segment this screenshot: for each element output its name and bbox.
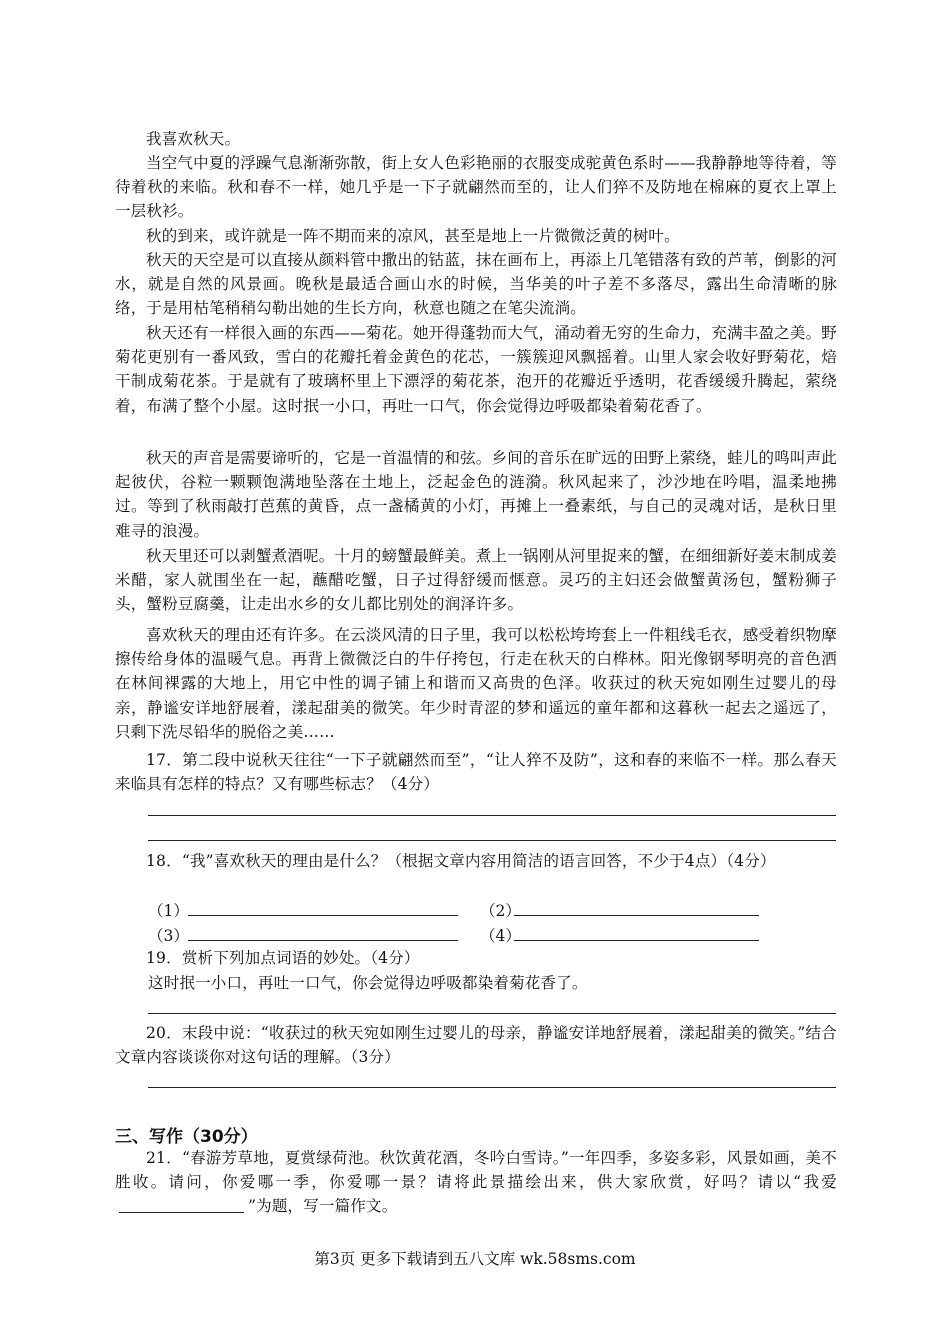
passage-paragraph-1: 我喜欢秋天。 (146, 130, 241, 148)
answer-line-19[interactable] (148, 1013, 836, 1014)
q18-label-2: （2） (480, 902, 521, 920)
passage-paragraph-4: 秋天的天空是可以直接从颜料管中撒出的钴蓝，抹在画布上，再添上几笔错落有致的芦苇，倒影的河水，就是自然的风景画。晚秋是最适合画山水的时候，当华美的叶子差不多落尽，露出生命清晰的脉络，于是用枯笔稍稍勾勒出她的生长方向，秋意也随之在笔尖流淌。 (115, 251, 837, 318)
question-17: 17．第二段中说秋天往往“一下子就翩然而至”，“让人猝不及防”，这和春的来临不一样。那么春天来临具有怎样的特点？又有哪些标志？（4分） (115, 751, 837, 794)
passage-paragraph-3: 秋的到来，或许就是一阵不期而来的凉风，甚至是地上一片微微泛黄的树叶。 (146, 227, 680, 245)
question-21 (115, 1146, 837, 1219)
answer-line-17b[interactable] (148, 840, 836, 841)
answer-line-18-2[interactable] (514, 915, 759, 916)
title-blank[interactable] (119, 1197, 244, 1213)
passage-paragraph-8: 喜欢秋天的理由还有许多。在云淡风清的日子里，我可以松松垮垮套上一件粗线毛衣，感受着织物摩擦传给身体的温暖气息。再背上微微泛白的牛仔挎包，行走在秋天的白桦林。阳光像钢琴明亮的音色洒在林间裸露的大地上，用它中性的调子铺上和谐而又高贵的色泽。收获过的秋天宛如刚生过婴儿的母亲，静谧安详地舒展着，漾起甜美的微笑。年少时青涩的梦和遥远的童年都和这暮秋一起去之遥远了，只剩下洗尽铅华的脱俗之美…… (115, 626, 837, 741)
q18-label-3: （3） (148, 927, 189, 945)
q18-label-1: （1） (148, 902, 189, 920)
question-21-text-b: ”为题，写一篇作文。 (248, 1197, 398, 1216)
page-footer: 第3页 更多下载请到五八文库 wk.58sms.com (314, 1250, 636, 1268)
q18-label-4: （4） (480, 927, 521, 945)
passage-paragraph-5: 秋天还有一样很入画的东西——菊花。她开得蓬勃而大气，涌动着无穷的生命力，充满丰盈之美。野菊花更别有一番风致，雪白的花瓣托着金黄色的花芯，一簇簇迎风飘摇着。山里人家会收好野菊花，焙干制成菊花茶。于是就有了玻璃杯里上下漂浮的菊花茶，泡开的花瓣近乎透明，花香缓缓升腾起，萦绕着，布满了整个小屋。这时抿一小口，再吐一口气，你会觉得边呼吸都染着菊花香了。 (115, 324, 837, 415)
answer-line-18-4[interactable] (514, 940, 759, 941)
answer-line-18-1[interactable] (188, 915, 458, 916)
passage-paragraph-2: 当空气中夏的浮躁气息渐渐弥散，街上女人色彩艳丽的衣服变成驼黄色系时——我静静地等待着，等待着秋的来临。秋和春不一样，她几乎是一下子就翩然而至的，让人们猝不及防地在棉麻的夏衣上罩上一层秋衫。 (115, 154, 837, 221)
answer-line-18-3[interactable] (188, 940, 458, 941)
question-19: 19．赏析下列加点词语的妙处。（4分） (146, 949, 420, 967)
question-19-sentence: 这时抿一小口，再吐一口气，你会觉得边呼吸都染着菊花香了。 (148, 974, 588, 992)
question-21-text-a: 21．“春游芳草地，夏赏绿荷池。秋饮黄花酒，冬吟白雪诗。”一年四季，多姿多彩，风景如画，美不胜收。请问，你爱哪一季，你爱哪一景？请将此景描绘出来，供大家欣赏，好吗？请以“我爱 (115, 1149, 837, 1192)
passage-paragraph-6: 秋天的声音是需要谛听的，它是一首温情的和弦。乡间的音乐在旷远的田野上萦绕，蛙儿的鸣叫声此起彼伏，谷粒一颗颗饱满地坠落在土地上，泛起金色的涟漪。秋风起来了，沙沙地在吟唱，温柔地拂过。等到了秋雨敲打芭蕉的黄昏，点一盏橘黄的小灯，再摊上一叠素纸，与自己的灵魂对话，是秋日里难寻的浪漫。 (115, 449, 837, 540)
answer-line-20[interactable] (148, 1087, 836, 1088)
section-writing-heading: 三、写作（30分） (115, 1127, 258, 1147)
answer-line-17a[interactable] (148, 815, 836, 816)
question-20: 20．末段中说：“收获过的秋天宛如刚生过婴儿的母亲，静谧安详地舒展着，漾起甜美的微笑。”结合文章内容谈谈你对这句话的理解。（3分） (115, 1024, 837, 1067)
passage-paragraph-7: 秋天里还可以剥蟹煮酒呢。十月的螃蟹最鲜美。煮上一锅刚从河里捉来的蟹，在细细新好姜末制成姜米醋，家人就围坐在一起，蘸醋吃蟹，日子过得舒缓而惬意。灵巧的主妇还会做蟹黄汤包，蟹粉狮子头，蟹粉豆腐羹，让走出水乡的女儿都比别处的润泽许多。 (115, 547, 837, 614)
question-18: 18．“我”喜欢秋天的理由是什么？（根据文章内容用简洁的语言回答，不少于4点）（4分） (146, 852, 776, 870)
